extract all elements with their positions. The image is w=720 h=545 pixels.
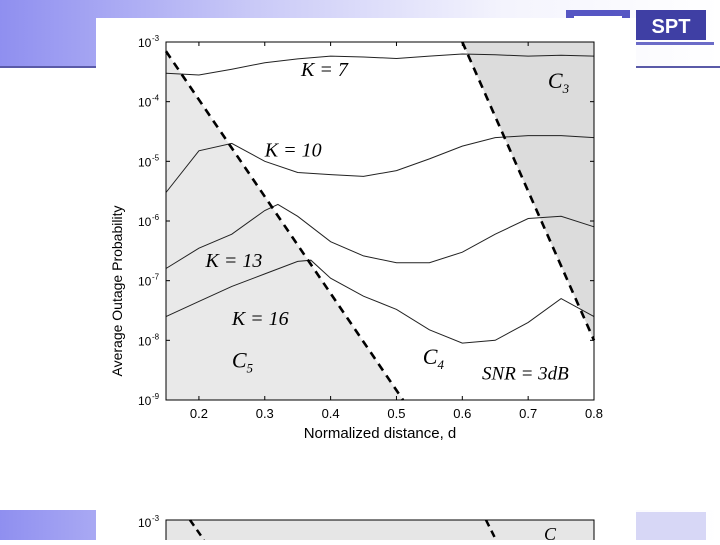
x-tick-label-6: 0.8	[584, 406, 604, 421]
snr-annotation: SNR = 3dB	[482, 363, 569, 385]
logo-text: SPT	[651, 16, 691, 38]
y-tick-exp-6: -9	[152, 392, 160, 401]
second-chart-ytick-exp: -3	[152, 514, 160, 523]
y-tick-exp-4: -7	[152, 272, 160, 282]
series-label-1: K = 7	[300, 58, 348, 81]
region-label-3: $C_5$	[231, 347, 254, 376]
second-chart-plot-area	[166, 520, 594, 540]
chart-panel	[96, 18, 636, 450]
series-label-4: K = 16	[231, 308, 289, 331]
y-tick-exp-3: -6	[152, 213, 160, 222]
second-chart-ytick: 10	[138, 516, 152, 530]
y-tick-label-4: 10	[138, 274, 152, 289]
y-tick-exp-2: -5	[152, 153, 160, 163]
y-tick-exp-0: -3	[152, 34, 160, 43]
y-tick-label-3: 10	[138, 215, 152, 229]
footer-block	[636, 512, 706, 540]
y-tick-label-0: 10	[138, 36, 152, 50]
y-tick-exp-1: -4	[152, 93, 160, 103]
series-label-3: K = 13	[205, 249, 263, 272]
x-tick-label-3: 0.5	[387, 406, 406, 421]
region-label-sub-3: 5	[246, 360, 254, 376]
second-chart	[96, 500, 636, 540]
y-tick-label-1: 10	[138, 95, 152, 110]
y-tick-exp-5: -8	[152, 332, 160, 342]
x-tick-label-4: 0.6	[453, 406, 472, 421]
outage-probability-chart	[96, 18, 636, 450]
x-tick-label-0: 0.2	[189, 406, 208, 421]
x-tick-label-5: 0.7	[519, 406, 538, 421]
y-tick-label-2: 10	[138, 155, 152, 170]
x-tick-label-1: 0.3	[255, 406, 274, 421]
y-axis-label: Average Outage Probability	[109, 205, 125, 377]
region-label-sub-2: 4	[437, 357, 444, 373]
region-label-2: $C_4$	[422, 344, 444, 373]
y-tick-label-5: 10	[138, 334, 152, 349]
y-tick-label-6: 10	[138, 394, 152, 408]
second-chart-region-label: C	[544, 524, 557, 540]
region-label-1: $C_3$	[547, 67, 570, 96]
x-axis-label: Normalized distance, d	[303, 425, 457, 442]
x-tick-label-2: 0.4	[321, 406, 340, 421]
chart-panel-2	[96, 500, 636, 540]
region-label-sub-1: 3	[562, 80, 570, 96]
series-label-2: K = 10	[264, 139, 322, 162]
